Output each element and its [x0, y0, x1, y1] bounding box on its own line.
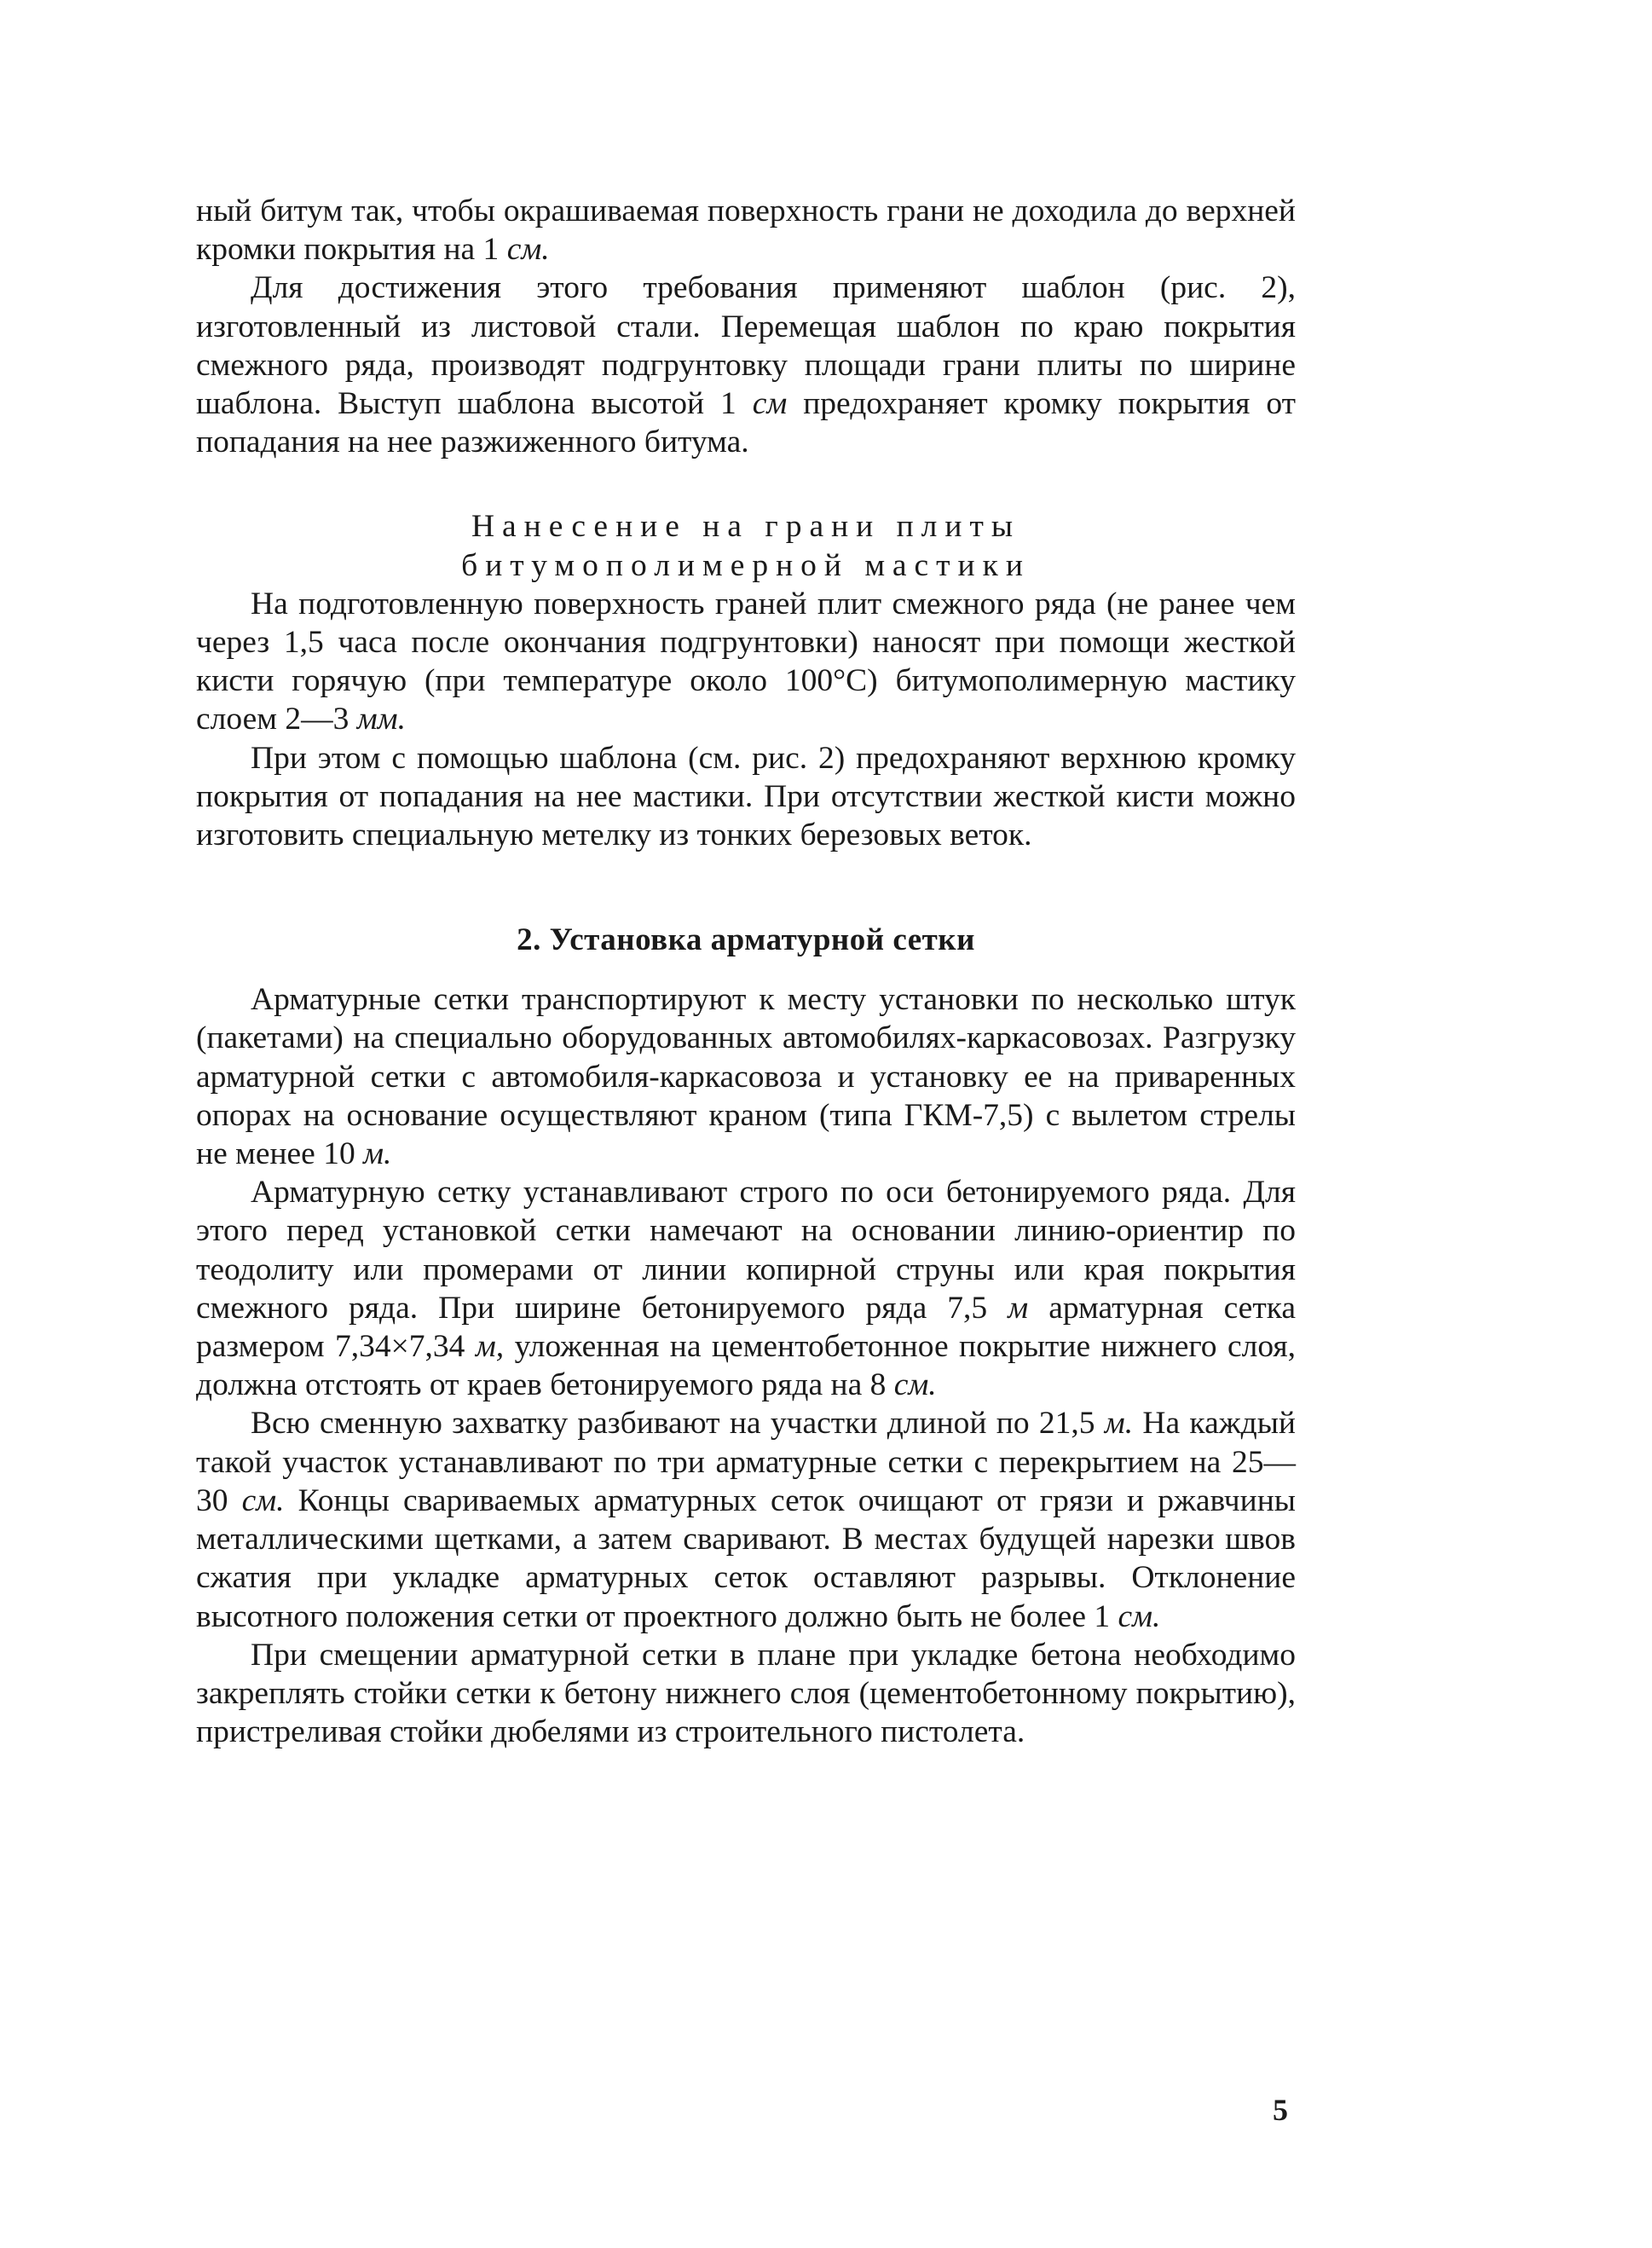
paragraph-template [196, 269, 1296, 461]
paragraph-text: арматурная сетка размером 7,34×7,34 [196, 1290, 1296, 1365]
paragraph-text: На подготовленную поверхность граней плит смежного ряда (не ранее чем через 1,5 часа после окончания подгрунтовки) наносят при помощи жесткой кисти горячую (при температуре около 100°С) битумополимерную мастику слоем 2—3 [196, 586, 1296, 737]
paragraph-text: На каждый такой участок устанавливают по три арматурные сетки с перекрытием на 25—30 [196, 1406, 1296, 1518]
paragraph-text: Арматурные сетки транспортируют к месту установки по несколько штук (пакетами) на специально оборудованных автомобилях-каркасовозах. Разгрузку арматурной сетки с автомобиля-каркасовоза и установку ее на приваренных опорах на основание осуществляют краном (типа ГКМ-7,5) с вылетом стрелы не менее 10 [196, 982, 1296, 1172]
subheading-mastic [196, 507, 1296, 584]
unit-text: м. [363, 1136, 392, 1172]
paragraph-text: Для достижения этого требования применяют шаблон (рис. 2), изготовленный из листовой стали. Перемещая шаблон по краю покрытия смежного ряда, производят подгрунтовку площади грани плиты по ширине шаблона. Выступ шаблона высотой 1 [196, 270, 1296, 422]
subheading-line-1: Нанесение на грани плиты [471, 509, 1021, 545]
unit-text: см. [241, 1482, 285, 1518]
paragraph-text: Концы свариваемых арматурных сеток очищают от грязи и ржавчины металлическими щетками, а затем сваривают. В местах будущей нарезки швов сжатия при укладке арматурных сеток оставляют разрывы. Отклонение высотного положения сетки от проектного должно быть не более 1 [196, 1482, 1296, 1634]
paragraph-alignment [196, 1173, 1296, 1404]
paragraph-continuation [196, 192, 1296, 269]
unit-text: м, [475, 1329, 505, 1365]
page-body [196, 192, 1296, 1751]
unit-text: см. [506, 232, 550, 268]
paragraph-text: Арматурную сетку устанавливают строго по оси бетонируемого ряда. Для этого перед установкой сетки намечают на основании линию-ориентир по теодолиту или промерами от линии копирной струны или края покрытия смежного ряда. При ширине бетонируемого ряда 7,5 [196, 1175, 1296, 1326]
paragraph-transport [196, 980, 1296, 1173]
paragraph-text: уложенная на цементобетонное покрытие нижнего слоя, должна отстоять от краев бетонируемого ряда на 8 [196, 1329, 1296, 1403]
paragraph-text: Всю сменную захватку разбивают на участки длиной по 21,5 [251, 1406, 1105, 1442]
unit-text: м. [1104, 1406, 1134, 1442]
paragraph-text: ный битум так, чтобы окрашиваемая поверхность грани не доходила до верхней кромки покрытия на 1 [196, 194, 1296, 268]
unit-text: мм. [356, 702, 406, 737]
unit-text: см. [893, 1367, 937, 1403]
section-heading: 2. Установка арматурной сетки [517, 922, 975, 958]
paragraph-fixing: При смещении арматурной сетки в плане при укладке бетона необходимо закреплять стойки сетки к бетону нижнего слоя (цементобетонному покрытию), пристреливая стойки дюбелями из строительного пистолета. [196, 1637, 1296, 1750]
paragraph-text: предохраняет кромку покрытия от попадания на нее разжиженного битума. [196, 386, 1296, 460]
page-number: 5 [1273, 2093, 1288, 2127]
unit-text: м [1008, 1290, 1029, 1326]
unit-text: см [752, 386, 788, 422]
paragraph-mastic-application [196, 585, 1296, 739]
paragraph-sections [196, 1404, 1296, 1635]
paragraph-mastic-protection: При этом с помощью шаблона (см. рис. 2) предохраняют верхнюю кромку покрытия от попадания на нее мастики. При отсутствии жесткой кисти можно изготовить специальную метелку из тонких березовых веток. [196, 740, 1296, 853]
subheading-line-2: битумополимерной мастики [461, 547, 1031, 583]
unit-text: см. [1118, 1598, 1161, 1634]
